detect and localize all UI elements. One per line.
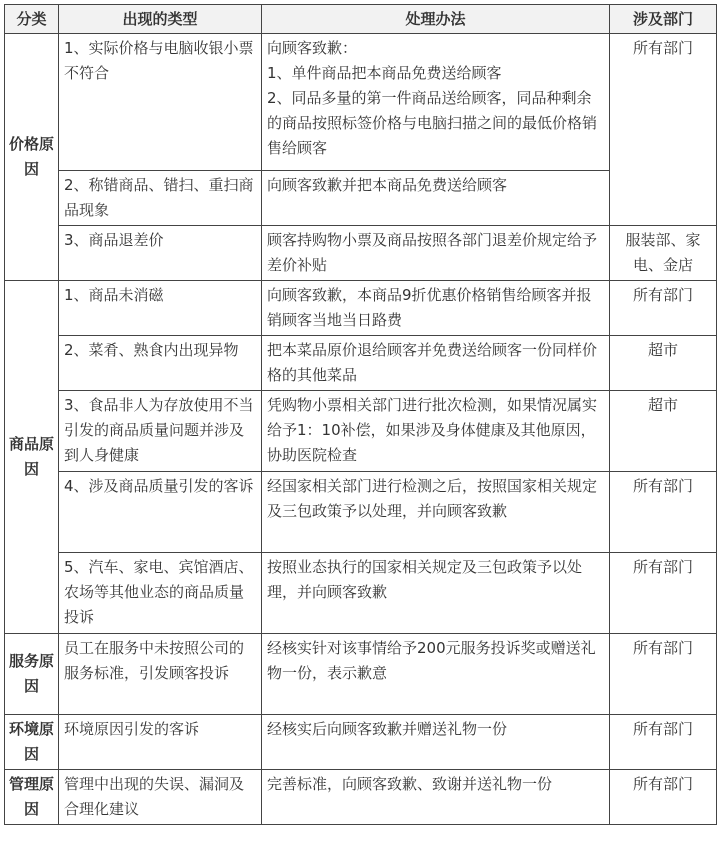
table-row — [5, 634, 717, 715]
header-category: 分类 — [5, 5, 59, 34]
handling-cell: 经核实针对该事情给予200元服务投诉奖或赠送礼物一份，表示歉意 — [262, 634, 610, 715]
type-cell: 管理中出现的失误、漏洞及合理化建议 — [59, 770, 262, 825]
type-cell: 5、汽车、家电、宾馆酒店、农场等其他业态的商品质量投诉 — [59, 553, 262, 634]
handling-cell: 顾客持购物小票及商品按照各部门退差价规定给予差价补贴 — [262, 226, 610, 281]
table-row — [5, 226, 717, 281]
table-row — [5, 34, 717, 171]
handling-cell: 经国家相关部门进行检测之后，按照国家相关规定及三包政策予以处理，并向顾客致歉 — [262, 472, 610, 553]
department-cell: 超市 — [610, 391, 717, 472]
handling-cell: 向顾客致歉并把本商品免费送给顾客 — [262, 171, 610, 226]
table-row — [5, 472, 717, 553]
table-row — [5, 391, 717, 472]
department-cell: 所有部门 — [610, 715, 717, 770]
handling-cell: 经核实后向顾客致歉并赠送礼物一份 — [262, 715, 610, 770]
type-cell: 1、商品未消磁 — [59, 281, 262, 336]
type-cell: 环境原因引发的客诉 — [59, 715, 262, 770]
type-cell: 4、涉及商品质量引发的客诉 — [59, 472, 262, 553]
handling-line: 向顾客致歉： — [267, 39, 358, 57]
type-cell: 员工在服务中未按照公司的服务标准，引发顾客投诉 — [59, 634, 262, 715]
header-handling: 处理办法 — [262, 5, 610, 34]
category-cell: 管理原因 — [5, 770, 59, 825]
handling-line: 1、单件商品把本商品免费送给顾客 — [267, 64, 502, 82]
handling-cell: 按照业态执行的国家相关规定及三包政策予以处理，并向顾客致歉 — [262, 553, 610, 634]
department-cell: 所有部门 — [610, 281, 717, 336]
table-row — [5, 281, 717, 336]
table-row — [5, 715, 717, 770]
handling-cell: 凭购物小票相关部门进行批次检测，如果情况属实给予1：10补偿，如果涉及身体健康及其他原因，协助医院检查 — [262, 391, 610, 472]
department-cell: 所有部门 — [610, 553, 717, 634]
department-cell: 服装部、家电、金店 — [610, 226, 717, 281]
table-row — [5, 336, 717, 391]
handling-cell: 向顾客致歉，本商品9折优惠价格销售给顾客并报销顾客当地当日路费 — [262, 281, 610, 336]
department-cell: 所有部门 — [610, 34, 717, 226]
handling-cell: 把本菜品原价退给顾客并免费送给顾客一份同样价格的其他菜品 — [262, 336, 610, 391]
type-cell: 2、称错商品、错扫、重扫商品现象 — [59, 171, 262, 226]
type-cell: 2、菜肴、熟食内出现异物 — [59, 336, 262, 391]
department-cell: 所有部门 — [610, 472, 717, 553]
handling-cell — [262, 34, 610, 171]
handling-cell: 完善标准，向顾客致歉、致谢并送礼物一份 — [262, 770, 610, 825]
category-cell: 价格原因 — [5, 34, 59, 281]
complaint-handling-table — [4, 4, 717, 825]
type-cell: 3、食品非人为存放使用不当引发的商品质量问题并涉及到人身健康 — [59, 391, 262, 472]
type-cell: 1、实际价格与电脑收银小票不符合 — [59, 34, 262, 171]
header-type: 出现的类型 — [59, 5, 262, 34]
department-cell: 所有部门 — [610, 770, 717, 825]
department-cell: 超市 — [610, 336, 717, 391]
department-cell: 所有部门 — [610, 634, 717, 715]
header-row — [5, 5, 717, 34]
category-cell: 环境原因 — [5, 715, 59, 770]
table-row — [5, 553, 717, 634]
category-cell: 商品原因 — [5, 281, 59, 634]
type-cell: 3、商品退差价 — [59, 226, 262, 281]
table-row — [5, 770, 717, 825]
header-department: 涉及部门 — [610, 5, 717, 34]
category-cell: 服务原因 — [5, 634, 59, 715]
handling-line: 2、同品多量的第一件商品送给顾客，同品种剩余的商品按照标签价格与电脑扫描之间的最低价格销售给顾客 — [267, 89, 598, 157]
